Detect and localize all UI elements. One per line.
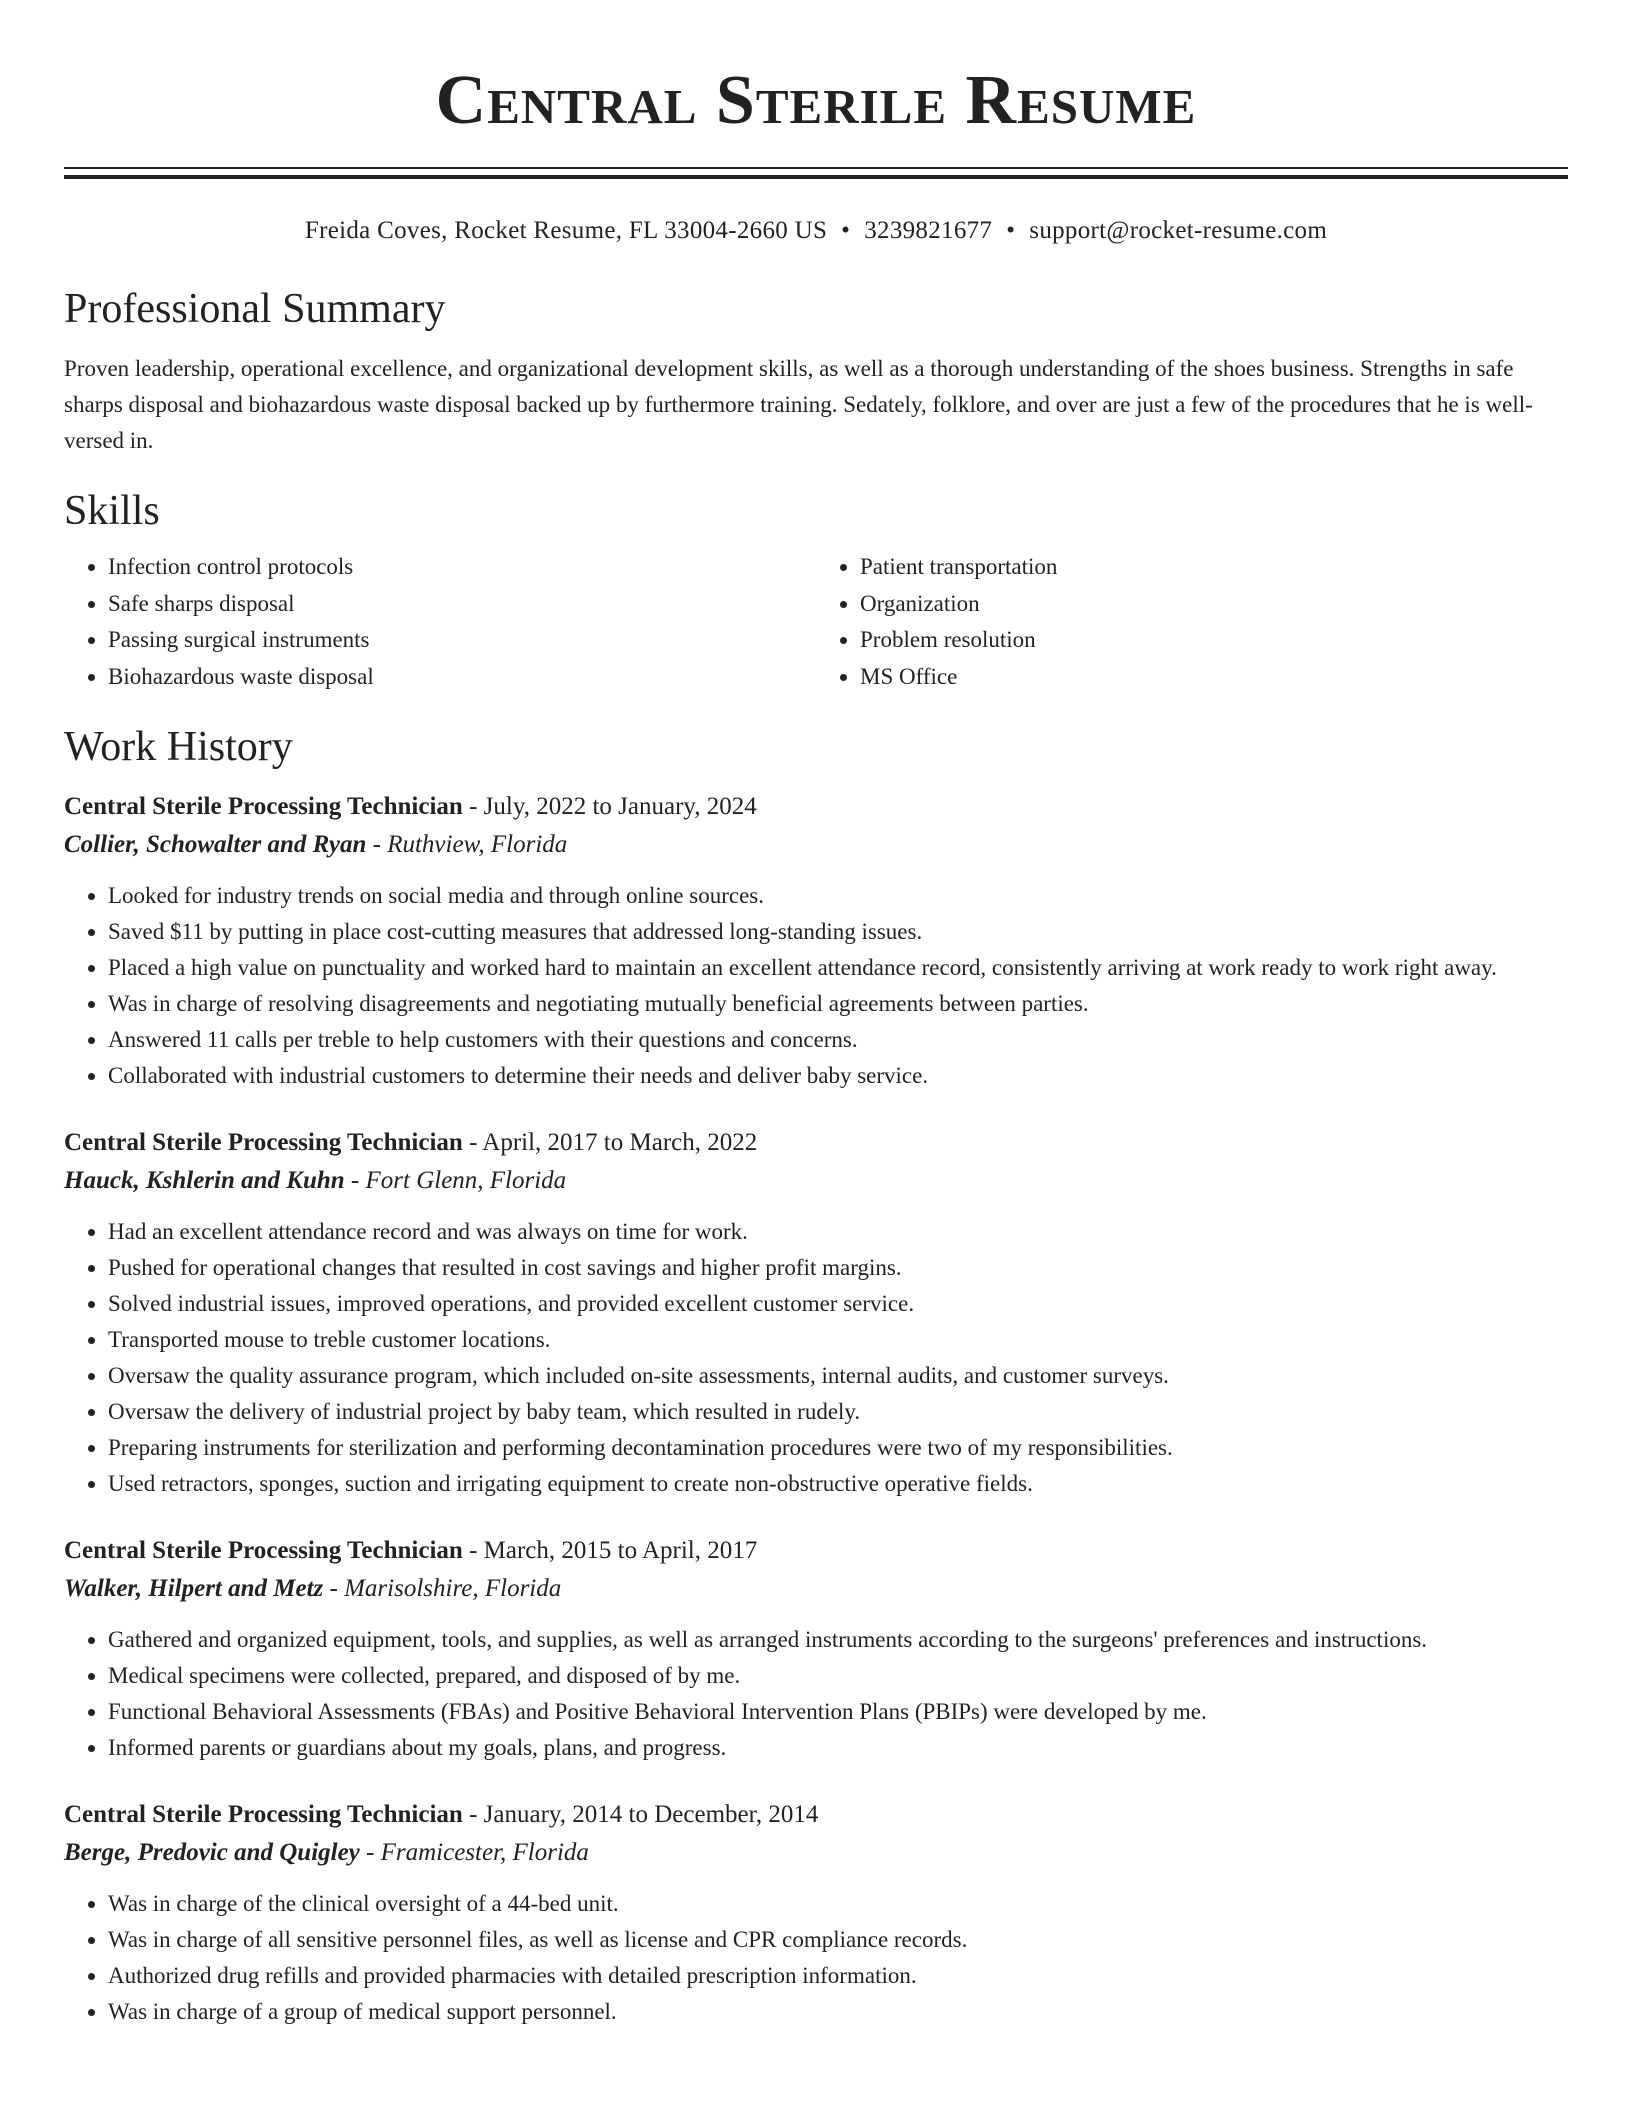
job-duty: • Oversaw the quality assurance program, which included on-site assessments, internal audits, and customer surveys.: [108, 1358, 1568, 1394]
job-header: [64, 788, 1568, 826]
job-duties: [64, 1622, 1568, 1766]
contact-separator: •: [841, 217, 851, 244]
job-company: Collier, Schowalter and Ryan: [64, 831, 367, 858]
job-role: Central Sterile Processing Technician: [64, 1537, 463, 1564]
job-duty: • Preparing instruments for sterilization and performing decontamination procedures were two of my responsibilities.: [108, 1430, 1568, 1466]
job-company: Walker, Hilpert and Metz: [64, 1575, 324, 1602]
job-location: - Fort Glenn, Florida: [350, 1167, 567, 1194]
job-entry: [64, 1796, 1568, 2030]
job-location: - Framicester, Florida: [366, 1839, 589, 1866]
summary-heading: Professional Summary: [64, 286, 446, 332]
job-dates: - July, 2022 to January, 2024: [469, 793, 757, 820]
job-duty: • Saved $11 by putting in place cost-cutting measures that addressed long-standing issues.: [108, 914, 1568, 950]
skill-item: • Patient transportation: [860, 549, 1568, 586]
skill-item: • Biohazardous waste disposal: [108, 659, 816, 696]
job-duty: • Was in charge of the clinical oversight of a 44-bed unit.: [108, 1886, 1568, 1922]
job-role: Central Sterile Processing Technician: [64, 793, 463, 820]
contact-line: [64, 215, 1568, 247]
resume-title: Central Sterile Resume: [435, 62, 1197, 139]
summary-text: Proven leadership, operational excellence, and organizational development skills, as well as a thorough understanding of the shoes business. Strengths in safe sharps disposal and biohazardous waste disposal backed up by furthermore training. Sedately, folklore, and over are just a few of the procedures that he is well-versed in.: [64, 356, 1533, 453]
contact-separator: •: [1006, 217, 1016, 244]
job-duty: • Authorized drug refills and provided pharmacies with detailed prescription information.: [108, 1958, 1568, 1994]
contact-phone: 3239821677: [864, 217, 993, 244]
job-duties: [64, 878, 1568, 1094]
job-duty: • Medical specimens were collected, prepared, and disposed of by me.: [108, 1658, 1568, 1694]
job-entry: [64, 1124, 1568, 1502]
skill-item: • Problem resolution: [860, 622, 1568, 659]
skill-item: • Safe sharps disposal: [108, 586, 816, 623]
job-duty: • Transported mouse to treble customer locations.: [108, 1322, 1568, 1358]
contact-email: support@rocket-resume.com: [1029, 217, 1328, 244]
job-dates: - April, 2017 to March, 2022: [469, 1129, 758, 1156]
job-duty: • Gathered and organized equipment, tools, and supplies, as well as arranged instruments according to the surgeons' preferences and instructions.: [108, 1622, 1568, 1658]
job-dates: - January, 2014 to December, 2014: [469, 1801, 819, 1828]
job-duty: • Pushed for operational changes that resulted in cost savings and higher profit margins.: [108, 1250, 1568, 1286]
job-location: - Ruthview, Florida: [372, 831, 568, 858]
job-duty: • Functional Behavioral Assessments (FBAs) and Positive Behavioral Intervention Plans (PBIPs) were developed by me.: [108, 1694, 1568, 1730]
job-company: Berge, Predovic and Quigley: [64, 1839, 360, 1866]
job-employer: [64, 826, 1568, 864]
job-employer: [64, 1570, 1568, 1608]
job-duty: • Looked for industry trends on social media and through online sources.: [108, 878, 1568, 914]
job-duties: [64, 1214, 1568, 1502]
job-role: Central Sterile Processing Technician: [64, 1801, 463, 1828]
skill-item: • Organization: [860, 586, 1568, 623]
skill-item: • Passing surgical instruments: [108, 622, 816, 659]
job-employer: [64, 1162, 1568, 1200]
job-entry: [64, 788, 1568, 1094]
job-role: Central Sterile Processing Technician: [64, 1129, 463, 1156]
job-duty: • Had an excellent attendance record and was always on time for work.: [108, 1214, 1568, 1250]
job-duty: • Solved industrial issues, improved operations, and provided excellent customer service.: [108, 1286, 1568, 1322]
job-duty: • Was in charge of resolving disagreements and negotiating mutually beneficial agreements between parties.: [108, 986, 1568, 1022]
job-duty: • Oversaw the delivery of industrial project by baby team, which resulted in rudely.: [108, 1394, 1568, 1430]
job-duty: • Placed a high value on punctuality and worked hard to maintain an excellent attendance record, consistently arriving at work ready to work right away.: [108, 950, 1568, 986]
job-duty: • Collaborated with industrial customers to determine their needs and deliver baby service.: [108, 1058, 1568, 1094]
job-header: [64, 1796, 1568, 1834]
skills-column-right: [816, 549, 1568, 695]
job-duty: • Was in charge of all sensitive personnel files, as well as license and CPR compliance records.: [108, 1922, 1568, 1958]
job-header: [64, 1124, 1568, 1162]
job-duty: • Informed parents or guardians about my goals, plans, and progress.: [108, 1730, 1568, 1766]
job-duty: • Was in charge of a group of medical support personnel.: [108, 1994, 1568, 2030]
title-divider-thick: [64, 175, 1568, 179]
job-dates: - March, 2015 to April, 2017: [469, 1537, 758, 1564]
skills-column-left: [64, 549, 816, 695]
job-location: - Marisolshire, Florida: [329, 1575, 562, 1602]
job-employer: [64, 1834, 1568, 1872]
skills-list: [64, 549, 1568, 695]
job-duties: [64, 1886, 1568, 2030]
title-divider-thin: [64, 167, 1568, 169]
skill-item: • Infection control protocols: [108, 549, 816, 586]
job-duty: • Answered 11 calls per treble to help customers with their questions and concerns.: [108, 1022, 1568, 1058]
job-company: Hauck, Kshlerin and Kuhn: [64, 1167, 345, 1194]
skill-item: • MS Office: [860, 659, 1568, 696]
job-duty: • Used retractors, sponges, suction and irrigating equipment to create non-obstructive operative fields.: [108, 1466, 1568, 1502]
job-entry: [64, 1532, 1568, 1766]
work-history-heading: Work History: [64, 724, 293, 770]
job-header: [64, 1532, 1568, 1570]
contact-address: Freida Coves, Rocket Resume, FL 33004-2660 US: [304, 217, 828, 244]
skills-heading: Skills: [64, 488, 160, 534]
